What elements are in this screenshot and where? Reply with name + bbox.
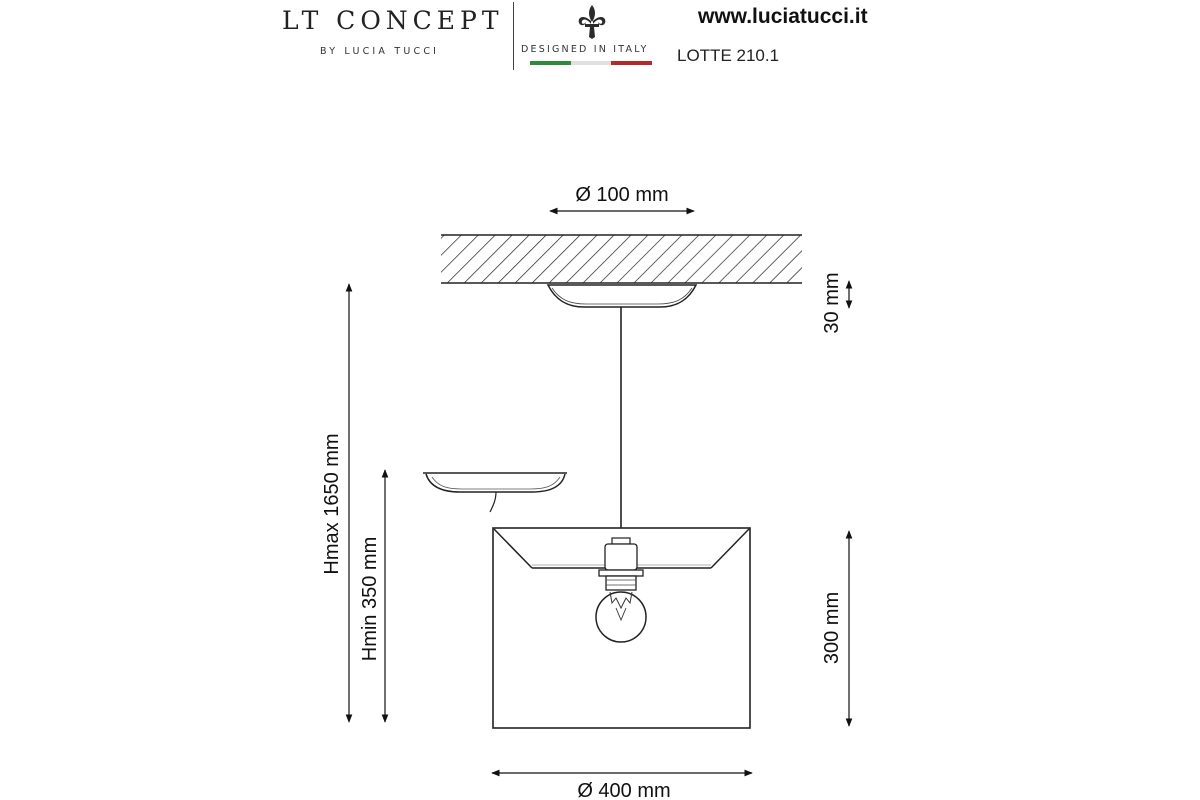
dim-hmin: Hmin 350 mm <box>359 536 381 662</box>
bulb-icon <box>596 592 646 642</box>
dim-canopy-height: 30 mm <box>821 272 843 334</box>
brand-subtitle: BY LUCIA TUCCI <box>320 46 440 57</box>
dim-canopy-diameter: Ø 100 mm <box>575 184 669 206</box>
dim-shade-diameter: Ø 400 mm <box>577 780 671 800</box>
bulb-socket <box>599 538 643 590</box>
ceiling-hatch <box>441 235 802 283</box>
designed-in-italy-label: DESIGNED IN ITALY <box>521 44 649 55</box>
model-name: LOTTE 210.1 <box>677 46 780 65</box>
detached-canopy <box>423 473 567 512</box>
dim-hmax: Hmax 1650 mm <box>321 433 343 575</box>
brand-title: LT CONCEPT <box>282 6 504 35</box>
dim-shade-height: 300 mm <box>821 591 843 665</box>
website-link[interactable]: www.luciatucci.it <box>698 5 868 28</box>
